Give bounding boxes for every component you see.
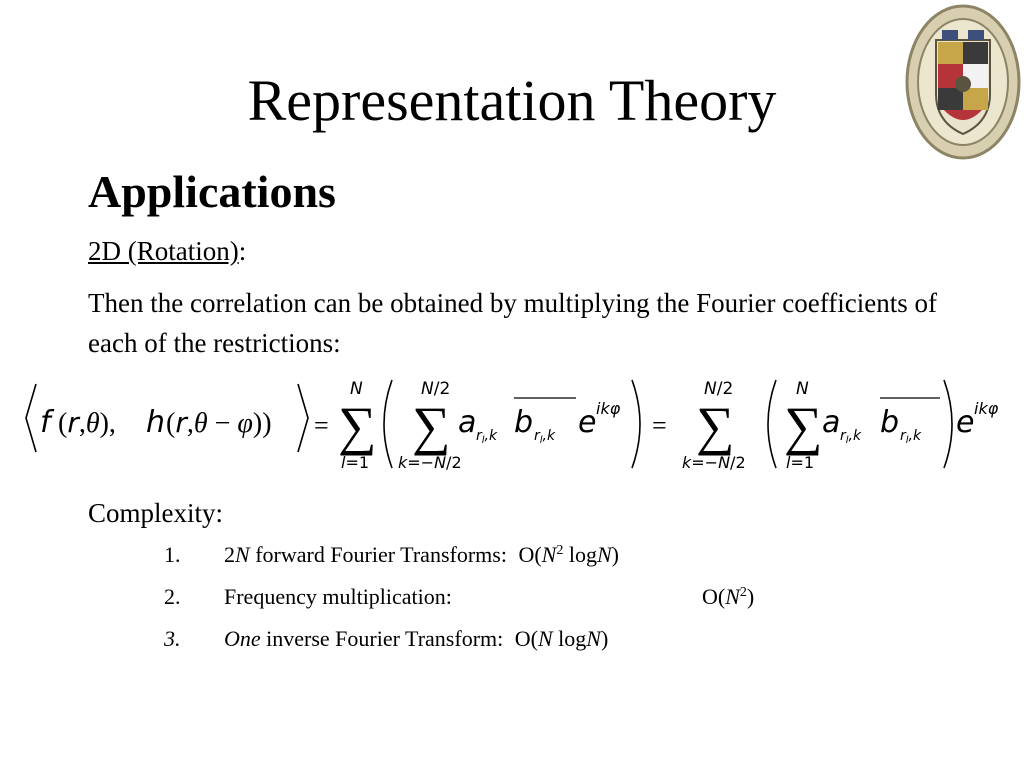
complexity-value-3: O(N logN)	[514, 626, 609, 651]
university-seal-logo	[904, 2, 1022, 162]
section-heading: Applications	[88, 166, 336, 217]
sum2-symbol: ∑	[412, 396, 451, 456]
sum1-symbol: ∑	[338, 396, 377, 456]
eq-e-exp-2: ikφ	[974, 399, 999, 418]
sum1-top: N	[350, 379, 363, 399]
list-item-number-2: 2.	[164, 584, 181, 609]
complexity-value-1: $O(N^2$ logN)	[518, 542, 619, 567]
list-item-3: One inverse Fourier Transform: O(N logN)	[224, 626, 609, 651]
sum3-bottom: k=−N/2	[682, 453, 746, 472]
complexity-value-2: $O(N^2)$	[702, 584, 755, 609]
list-item-number-3: 3.	[164, 626, 181, 651]
eq-f: f	[40, 405, 51, 440]
eq-equals-2: =	[652, 411, 667, 440]
sum4-top: N	[796, 379, 809, 399]
eq-e-1: e	[578, 405, 597, 440]
sum3-top: N/2	[704, 379, 734, 399]
eq-a-sub-1: $r_l,k$	[476, 428, 498, 446]
correlation-equation	[14, 374, 1014, 482]
eq-equals-1: =	[314, 411, 329, 440]
eq-args1: (r,θ),	[58, 406, 116, 439]
eq-h: h	[146, 405, 166, 440]
sum4-symbol: ∑	[784, 396, 823, 456]
list-item-1: 2N forward Fourier Transforms: $O(N^2$ logN)	[224, 542, 619, 567]
sum3-symbol: ∑	[696, 396, 735, 456]
subheading-link-text: 2D (Rotation)	[88, 236, 239, 266]
eq-a-1: a	[458, 405, 477, 440]
eq-a-2: a	[822, 405, 841, 440]
eq-e-2: e	[956, 405, 975, 440]
sum2-top: N/2	[421, 379, 451, 399]
eq-b-1: b	[514, 405, 534, 440]
sum1-bottom: l=1	[341, 453, 370, 472]
list-item-number-1: 1.	[164, 542, 181, 567]
slide-title: Representation Theory	[247, 68, 777, 133]
subheading	[88, 234, 246, 268]
complexity-label: Complexity:	[88, 498, 223, 528]
eq-b-sub-1: $r_l,k$	[534, 428, 556, 446]
subheading-colon: :	[238, 236, 247, 266]
eq-a-sub-2: $r_l,k$	[840, 428, 862, 446]
eq-args2: (r,θ − φ))	[166, 406, 272, 439]
explanation-paragraph: Then the correlation can be obtained by multiplying the Fourier coefficients of each of the restrictions:	[88, 288, 937, 358]
sum2-bottom: k=−N/2	[398, 453, 462, 472]
sum4-bottom: l=1	[786, 453, 815, 472]
eq-b-sub-2: $r_l,k$	[900, 428, 922, 446]
eq-b-2: b	[880, 405, 900, 440]
eq-e-exp-1: ikφ	[596, 399, 621, 418]
list-item-2: Frequency multiplication:	[224, 584, 452, 609]
